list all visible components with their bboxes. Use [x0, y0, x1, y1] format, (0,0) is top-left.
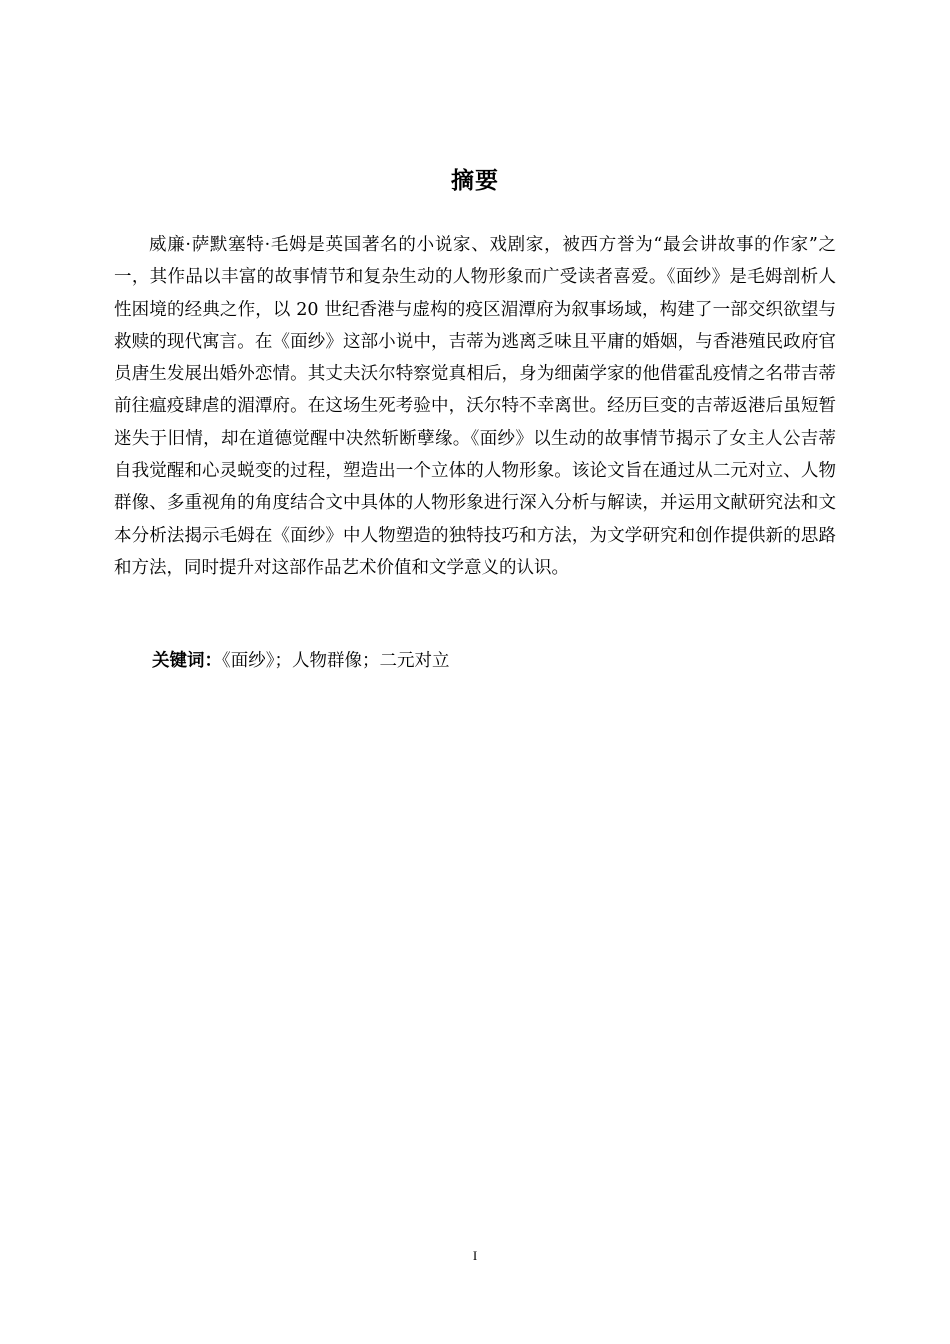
- abstract-title: 摘要: [451, 168, 499, 194]
- abstract-paragraph: 威廉·萨默塞特·毛姆是英国著名的小说家、戏剧家，被西方誉为“最会讲故事的作家”之一，其作品以丰富的故事情节和复杂生动的人物形象而广受读者喜爱。《面纱》是毛姆剖析人性困境的经典之作，以 20 世纪香港与虚构的疫区湄潭府为叙事场域，构建了一部交织欲望与救赎的现代寓言。在《面纱》这部小说中，吉蒂为逃离乏味且平庸的婚姻，与香港殖民政府官员唐生发展出婚外恋情。其丈夫沃尔特察觉真相后，身为细菌学家的他借霍乱疫情之名带吉蒂前往瘟疫肆虐的湄潭府。在这场生死考验中，沃尔特不幸离世。经历巨变的吉蒂返港后虽短暂迷失于旧情，却在道德觉醒中决然斩断孽缘。《面纱》以生动的故事情节揭示了女主人公吉蒂自我觉醒和心灵蜕变的过程，塑造出一个立体的人物形象。该论文旨在通过从二元对立、人物群像、多重视角的角度结合文中具体的人物形象进行深入分析与解读，并运用文献研究法和文本分析法揭示毛姆在《面纱》中人物塑造的独特技巧和方法，为文学研究和创作提供新的思路和方法，同时提升对这部作品艺术价值和文学意义的认识。: [114, 235, 836, 578]
- page-number: I: [472, 1248, 478, 1263]
- keywords-label: 关键词：: [152, 651, 222, 671]
- keywords-line: [152, 646, 450, 676]
- keywords-text: 《面纱》；人物群像；二元对立: [222, 651, 450, 671]
